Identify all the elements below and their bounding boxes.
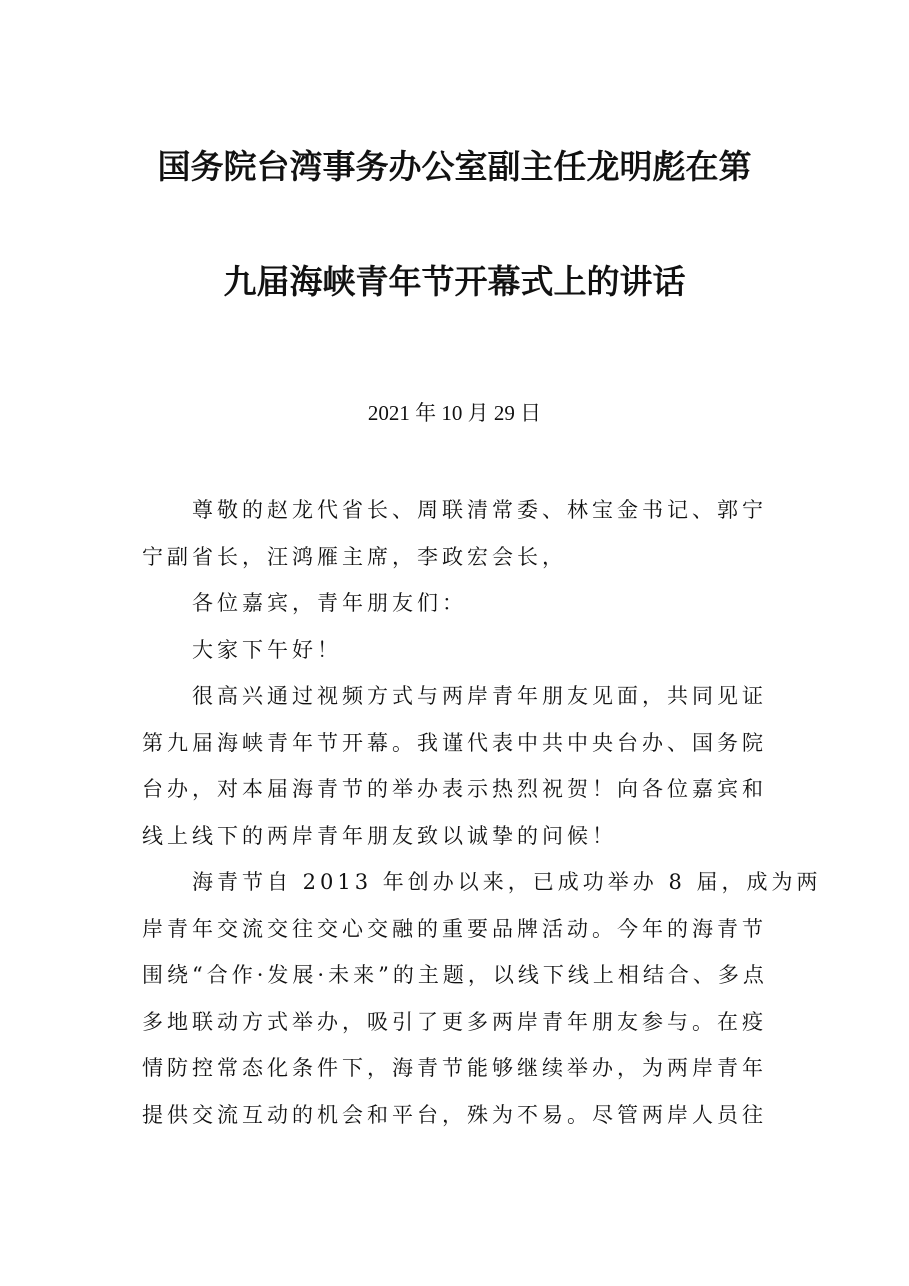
document-date: 2021 年 10 月 29 日 xyxy=(367,401,542,425)
paragraph-greeting xyxy=(142,627,768,674)
paragraph-salutation xyxy=(142,487,768,580)
paragraph-line: 大家下午好！ xyxy=(192,637,342,662)
paragraph-greeting-guests xyxy=(142,580,768,627)
paragraph-line: 尊敬的赵龙代省长、周联清常委、林宝金书记、郭宁 xyxy=(192,498,767,522)
paragraph-line: 情防控常态化条件下，海青节能够继续举办，为两岸青年 xyxy=(142,1056,767,1080)
paragraph-festival-history xyxy=(142,859,822,1138)
document-body xyxy=(142,487,822,1138)
paragraph-line: 很高兴通过视频方式与两岸青年朋友见面，共同见证 xyxy=(192,684,767,708)
document-title-line-2: 九届海峡青年节开幕式上的讲话 xyxy=(223,262,686,301)
paragraph-congratulations xyxy=(142,673,768,859)
paragraph-line: 岸青年交流交往交心交融的重要品牌活动。今年的海青节 xyxy=(142,916,767,941)
paragraph-line: 各位嘉宾，青年朋友们： xyxy=(192,591,467,615)
paragraph-line: 台办，对本届海青节的举办表示热烈祝贺！向各位嘉宾和 xyxy=(142,777,767,801)
paragraph-line: 多地联动方式举办，吸引了更多两岸青年朋友参与。在疫 xyxy=(142,1009,767,1034)
paragraph-line: 宁副省长，汪鸿雁主席，李政宏会长， xyxy=(142,544,567,569)
paragraph-line: 海青节自 2013 年创办以来，已成功举办 8 届，成为两 xyxy=(192,870,822,894)
paragraph-line: 线上线下的两岸青年朋友致以诚挚的问候！ xyxy=(142,823,617,848)
paragraph-line: 第九届海峡青年节开幕。我谨代表中共中央台办、国务院 xyxy=(142,730,767,755)
paragraph-line: 提供交流互动的机会和平台，殊为不易。尽管两岸人员往 xyxy=(142,1102,767,1127)
document-title-line-1: 国务院台湾事务办公室副主任龙明彪在第 xyxy=(157,147,752,186)
paragraph-line: 围绕“合作·发展·未来”的主题，以线下线上相结合、多点 xyxy=(142,963,768,987)
